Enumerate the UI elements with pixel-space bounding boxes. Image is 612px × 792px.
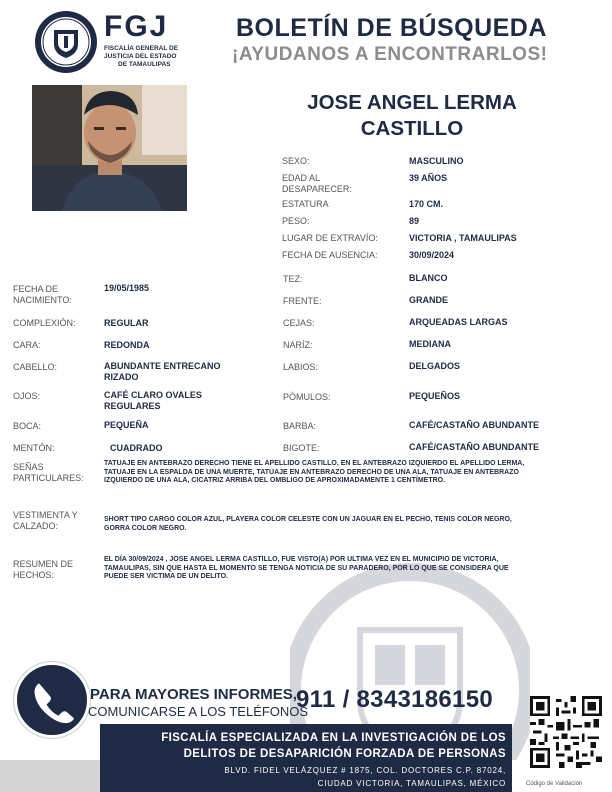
senas-text: TATUAJE EN ANTEBRAZO DERECHO TIENE EL APELLIDO CASTILLO, EN EL ANTEBRAZO IZQUIERDO EL APELLIDO LERMA, TATUAJE EN LA ESPALDA DE UNA MUERTE, TATUAJE EN ANTEBRAZO DERECHO DE UNA ALA, TATUAJE EN ANTEBRAZO IZQUIERDO DE UNA ALA, CICATRIZ ARRIBA DEL OMBLIGO DE APROXIMADAMENTE 1 CENTÍMETRO. xyxy=(104,460,525,484)
label-fecha-nacimiento: FECHA DE NACIMIENTO: xyxy=(13,284,72,305)
label-cara: CARA: xyxy=(13,340,41,350)
bulletin-subtitle: ¡AYUDANOS A ENCONTRARLOS! xyxy=(232,44,548,65)
footer-address: BLVD. FIDEL VELÁZQUEZ # 1875, COL. DOCTORES C.P. 87024, xyxy=(224,766,506,775)
value-fecha-nacimiento: 19/05/1985 xyxy=(104,283,150,293)
value-cara: REDONDA xyxy=(104,340,150,350)
footer-line2: DELITOS DE DESAPARICIÓN FORZADA DE PERSONAS xyxy=(183,748,506,760)
label-fecha-ausencia: FECHA DE AUSENCIA: xyxy=(282,250,378,260)
label-tez: TEZ: xyxy=(283,274,303,284)
label-peso: PESO: xyxy=(282,216,310,226)
bulletin-title: BOLETÍN DE BÚSQUEDA xyxy=(236,14,547,42)
label-cejas: CEJAS: xyxy=(283,318,315,328)
value-cabello: ABUNDANTE ENTRECANO RIZADO xyxy=(104,361,221,382)
value-frente: GRANDE xyxy=(409,295,449,305)
label-ojos: OJOS: xyxy=(13,391,41,401)
value-sexo: MASCULINO xyxy=(409,156,464,166)
contact-line1: PARA MAYORES INFORMES, xyxy=(90,686,297,703)
label-pomulos: PÓMULOS: xyxy=(283,392,331,402)
value-menton: CUADRADO xyxy=(110,443,163,453)
label-sexo: SEXO: xyxy=(282,156,310,166)
value-tez: BLANCO xyxy=(409,273,448,283)
label-lugar: LUGAR DE EXTRAVÍO: xyxy=(282,233,378,243)
logo-acronym: FGJ xyxy=(104,10,169,43)
value-nariz: MEDIANA xyxy=(409,339,451,349)
value-labios: DELGADOS xyxy=(409,361,461,371)
label-barba: BARBA: xyxy=(283,421,317,431)
qr-caption: Código de Validación xyxy=(526,781,583,787)
value-pomulos: PEQUEÑOS xyxy=(409,391,461,401)
footer-band xyxy=(100,724,512,792)
label-cabello: CABELLO: xyxy=(13,362,58,372)
label-complexion: COMPLEXIÓN: xyxy=(13,318,76,328)
label-vestimenta: VESTIMENTA Y CALZADO: xyxy=(13,510,78,531)
footer-city: CIUDAD VICTORIA, TAMAULIPAS, MÉXICO xyxy=(317,779,506,788)
person-photo xyxy=(32,85,187,211)
value-peso: 89 xyxy=(409,216,420,226)
label-boca: BOCA: xyxy=(13,421,42,431)
value-bigote: CAFÉ/CASTAÑO ABUNDANTE xyxy=(409,442,539,452)
value-cejas: ARQUEADAS LARGAS xyxy=(409,317,508,327)
value-estatura: 170 CM. xyxy=(409,199,444,209)
label-resumen: RESUMEN DE HECHOS: xyxy=(13,559,74,580)
label-estatura: ESTATURA xyxy=(282,199,329,209)
footer-line1: FISCALÍA ESPECIALIZADA EN LA INVESTIGACIÓN DE LOS xyxy=(161,732,506,744)
label-labios: LABIOS: xyxy=(283,362,319,372)
vestimenta-text: SHORT TIPO CARGO COLOR AZUL, PLAYERA COLOR CELESTE CON UN JAGUAR EN EL PECHO, TENIS COLOR NEGRO, GORRA COLOR NEGRO. xyxy=(104,516,512,532)
value-boca: PEQUEÑA xyxy=(104,420,149,430)
footer-grey-corner xyxy=(0,760,100,792)
label-frente: FRENTE: xyxy=(283,296,322,306)
label-edad: EDAD AL DESAPARECER: xyxy=(282,173,352,194)
label-bigote: BIGOTE: xyxy=(283,443,320,453)
resumen-text: EL DÍA 30/09/2024 , JOSE ANGEL LERMA CASTILLO, FUE VISTO(A) POR ULTIMA VEZ EN EL MUNICIPIO DE VICTORIA, TAMAULIPAS, SIN QUE HASTA EL MOMENTO SE TENGA NOTICIA DE SU PARADERO, POR LO QUE SE CONSIDERA QUE PUEDE SER VICTIMA DE UN DELITO. xyxy=(104,556,509,580)
contact-line2: COMUNICARSE A LOS TELÉFONOS xyxy=(88,704,309,719)
label-nariz: NARÍZ: xyxy=(283,340,313,350)
value-edad: 39 AÑOS xyxy=(409,173,448,183)
value-barba: CAFÉ/CASTAÑO ABUNDANTE xyxy=(409,420,539,430)
logo-text xyxy=(104,10,178,69)
value-complexion: REGULAR xyxy=(104,318,149,328)
phone-icon xyxy=(14,662,90,738)
logo-subtitle: FISCALÍA GENERAL DE JUSTICIA DEL ESTADO DE TAMAULIPAS xyxy=(104,45,179,68)
label-senas: SEÑAS PARTICULARES: xyxy=(13,462,84,483)
person-name: JOSE ANGEL LERMA CASTILLO xyxy=(307,91,517,140)
value-ojos: CAFÉ CLARO OVALES REGULARES xyxy=(104,390,202,411)
value-fecha-ausencia: 30/09/2024 xyxy=(409,250,455,260)
value-lugar: VICTORIA , TAMAULIPAS xyxy=(409,233,517,243)
phone-numbers: 911 / 8343186150 xyxy=(296,686,493,713)
validation-qr-code xyxy=(530,696,602,768)
fgj-seal-logo xyxy=(34,10,98,74)
label-menton: MENTÓN: xyxy=(13,443,55,453)
